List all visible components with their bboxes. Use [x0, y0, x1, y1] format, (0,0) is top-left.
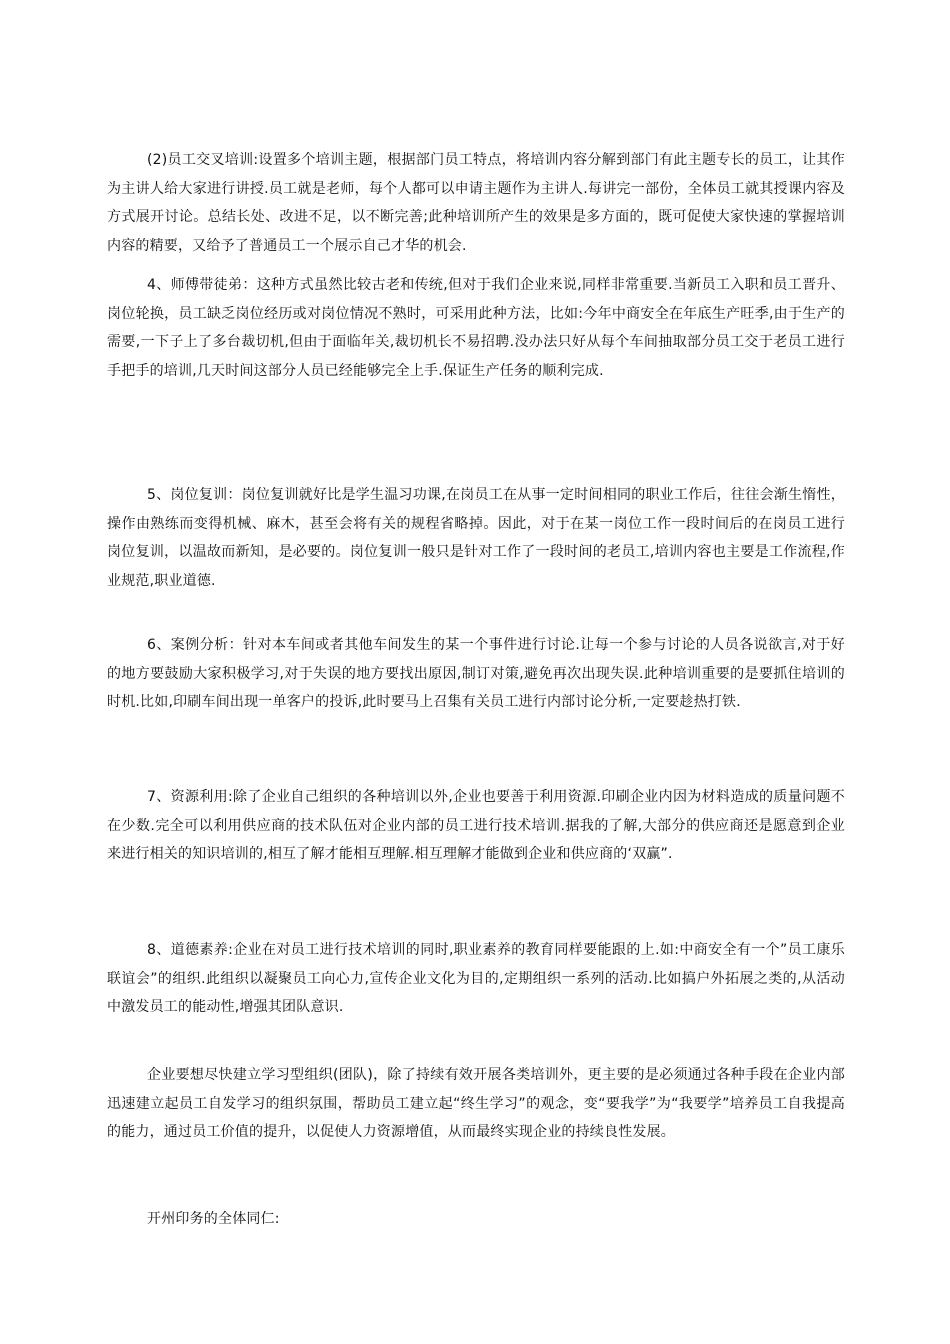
paragraph-resource-use: 7、资源利用:除了企业自己组织的各种培训以外,企业也要善于利用资源.印刷企业内因为材料造成的质量问题不在少数.完全可以利用供应商的技术队伍对企业内部的员工进行技术培训.据我的了解,大部分的供应商还是愿意到企业来进行相关的知识培训的,相互了解才能相互理解.相互理解才能做到企业和供应商的‘双赢”. [107, 789, 845, 862]
paragraph-salutation: 开州印务的全体同仁: [147, 1211, 280, 1227]
paragraph-mentoring: 4、师傅带徒弟：这种方式虽然比较古老和传统,但对于我们企业来说,同样非常重要.当新员工入职和员工晋升、岗位轮换，员工缺乏岗位经历或对岗位情况不熟时，可采用此种方法，比如:今年中商安全在年底生产旺季,由于生产的需要,一下子上了多台裁切机,但由于面临年关,裁切机长不易招聘.没办法只好从每个车间抽取部分员工交于老员工进行手把手的培训,几天时间这部分人员已经能够完全上手.保证生产任务的顺利完成. [107, 277, 845, 379]
paragraph-learning-organization: 企业要想尽快建立学习型组织(团队)，除了持续有效开展各类培训外，更主要的是必须通过各种手段在企业内部迅速建立起员工自发学习的组织氛围，帮助员工建立起“终生学习”的观念，变“要我学”为“我要学”培养员工自我提高的能力，通过员工价值的提升，以促使人力资源增值，从而最终实现企业的持续良性发展。 [107, 1067, 845, 1140]
paragraph-ethics: 8、道德素养:企业在对员工进行技术培训的同时,职业素养的教育同样要能跟的上.如:中商安全有一个”员工康乐联谊会”的组织.此组织以凝聚员工向心力,宣传企业文化为目的,定期组织一系列的活动.比如搞户外拓展之类的,从活动中激发员工的能动性,增强其团队意识. [107, 942, 845, 1015]
paragraph-case-analysis: 6、案例分析：针对本车间或者其他车间发生的某一个事件进行讨论.让每一个参与讨论的人员各说欲言,对于好的地方要鼓励大家积极学习,对于失误的地方要找出原因,制订对策,避免再次出现失误.此种培训重要的是要抓住培训的时机.比如,印刷车间出现一单客户的投诉,此时要马上召集有关员工进行内部讨论分析,一定要趁热打铁. [107, 637, 845, 710]
paragraph-job-retraining: 5、岗位复训：岗位复训就好比是学生温习功课,在岗员工在从事一定时间相同的职业工作后，往往会渐生惰性，操作由熟练而变得机械、麻木，甚至会将有关的规程省略掉。因此，对于在某一岗位工作一段时间后的在岗员工进行岗位复训，以温故而新知，是必要的。岗位复训一般只是针对工作了一段时间的老员工,培训内容也主要是工作流程,作业规范,职业道德. [107, 487, 845, 589]
paragraph-cross-training: (2)员工交叉培训:设置多个培训主题，根据部门员工特点，将培训内容分解到部门有此主题专长的员工，让其作为主讲人给大家进行讲授.员工就是老师，每个人都可以申请主题作为主讲人.每讲完一部份，全体员工就其授课内容及方式展开讨论。总结长处、改进不足，以不断完善;此种培训所产生的效果是多方面的，既可促使大家快速的掌握培训内容的精要，又给予了普通员工一个展示自己才华的机会. [107, 152, 845, 254]
